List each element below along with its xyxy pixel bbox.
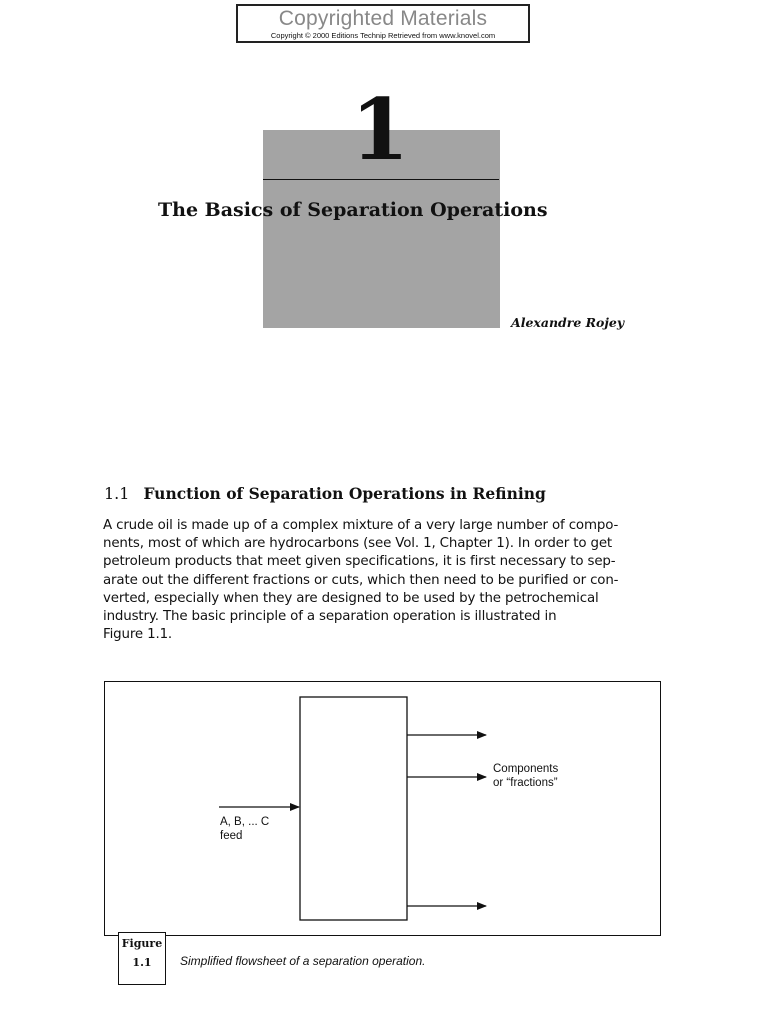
output-label-line2: or “fractions” [493, 777, 558, 789]
banner-subtitle: Copyright © 2000 Editions Technip Retrieved from www.knovel.com [270, 31, 496, 40]
figure-tag-number: 1.1 [132, 956, 152, 969]
output-label-line1: Components [493, 763, 559, 775]
paragraph-line: arate out the different fractions or cuts, which then need to be purified or con- [103, 572, 619, 588]
section-number: 1.1 [104, 484, 130, 503]
paragraph-line: verted, especially when they are designed to be used by the petrochemical [103, 590, 599, 606]
feed-label-line1: A, B, ... C [220, 816, 270, 828]
section-title: Function of Separation Operations in Refining [143, 484, 546, 503]
feed-label [220, 815, 269, 843]
figure-tag-word: Figure [121, 937, 163, 950]
paragraph-line: petroleum products that meet given specifications, it is first necessary to sep- [103, 554, 616, 570]
chapter-author: Alexandre Rojey [511, 315, 625, 330]
paragraph-line: industry. The basic principle of a separation operation is illustrated in [103, 609, 557, 625]
chapter-number: 1 [350, 80, 410, 179]
paragraph-line: Figure 1.1. [103, 627, 173, 643]
paragraph-line: nents, most of which are hydrocarbons (see Vol. 1, Chapter 1). In order to get [103, 536, 613, 552]
output-label [493, 762, 558, 790]
chapter-title: The Basics of Separation Operations [158, 199, 548, 221]
banner-title: Copyrighted Materials [278, 7, 488, 30]
figure-caption: Simplified flowsheet of a separation operation. [180, 954, 426, 968]
figure-tag [118, 932, 166, 985]
separator-unit-box [300, 697, 407, 920]
paragraph-line: A crude oil is made up of a complex mixture of a very large number of compo- [103, 518, 619, 533]
feed-label-line2: feed [220, 830, 243, 842]
